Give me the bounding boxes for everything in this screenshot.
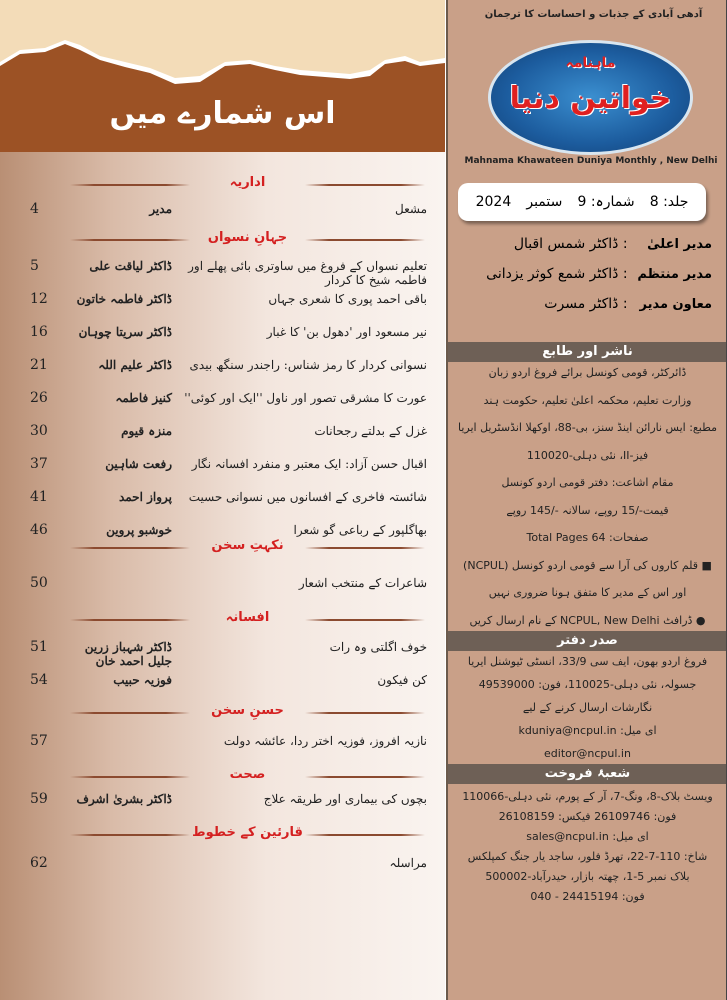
entry-page: 54 bbox=[30, 672, 48, 688]
issue-box bbox=[458, 183, 706, 221]
page-title: اس شمارے میں bbox=[109, 96, 336, 131]
toc-entry[interactable] bbox=[0, 257, 445, 287]
entry-title: بچوں کی بیماری اور طریقہ علاج bbox=[263, 792, 427, 806]
sales-line: بلاک نمبر 5-1، چھتہ بازار، حیدرآباد-500002 bbox=[485, 870, 690, 883]
entry-page: 51 bbox=[30, 639, 48, 655]
torn-paper-header bbox=[0, 0, 445, 152]
toc-entry[interactable] bbox=[0, 488, 445, 514]
section-title: اداریہ bbox=[229, 175, 266, 190]
publisher-line: قیمت-/15 روپے، سالانہ -/145 روپے bbox=[506, 503, 669, 517]
entry-page: 50 bbox=[30, 575, 48, 591]
section-divider bbox=[70, 767, 425, 787]
ornament-line bbox=[305, 619, 425, 621]
logo-tagline: آدھی آبادی کے جذبات و احساسات کا ترجمان bbox=[484, 9, 703, 20]
entry-title: نیر مسعود اور 'دھول بن' کا غبار bbox=[266, 325, 427, 339]
section-title: حسنِ سخن bbox=[211, 703, 284, 718]
ornament-line bbox=[305, 834, 425, 836]
entry-author: مدیر bbox=[149, 202, 172, 216]
ornament-line bbox=[305, 776, 425, 778]
entry-page: 16 bbox=[30, 324, 48, 340]
section-title: قارئین کے خطوط bbox=[192, 825, 303, 840]
entry-title: نسوانی کردار کا رمز شناس: راجندر سنگھ بیدی bbox=[189, 358, 427, 372]
entry-author: ڈاکٹر شہباز زرین جلیل احمد خان bbox=[84, 640, 172, 668]
entry-title: نازیہ افروز، فوزیہ اختر ردا، عائشہ دولت bbox=[223, 734, 427, 748]
entry-title: باقی احمد پوری کا شعری جہاں bbox=[268, 292, 427, 306]
section-title: افسانہ bbox=[225, 610, 270, 625]
publisher-line: وزارت تعلیم، محکمہ اعلیٰ تعلیم، حکومت ہند bbox=[483, 393, 692, 407]
entry-title: مراسلہ bbox=[389, 856, 427, 870]
toc-entry[interactable] bbox=[0, 200, 445, 226]
editor-row bbox=[544, 296, 712, 312]
section-divider bbox=[70, 610, 425, 630]
entry-author: خوشبو پروین bbox=[106, 523, 172, 537]
section-divider bbox=[70, 230, 425, 250]
sales-heading: شعبۂ فروخت bbox=[448, 764, 727, 784]
publisher-line: مقام اشاعت: دفتر قومی اردو کونسل bbox=[501, 476, 674, 490]
ornament-line bbox=[70, 547, 190, 549]
masthead-panel bbox=[446, 0, 727, 1000]
publisher-line: ● ڈرافٹ NCPUL, New Delhi کے نام ارسال کریں bbox=[469, 613, 706, 627]
entry-page: 5 bbox=[30, 258, 39, 274]
editor-name: : ڈاکٹر مسرت bbox=[544, 296, 628, 312]
publisher-line: مطبع: ایس نارائن اینڈ سنز، بی-88، اوکھلا انڈسٹریل ایریا bbox=[458, 421, 717, 435]
office-heading: صدر دفتر bbox=[448, 631, 727, 651]
publisher-line: صفحات: Total Pages 64 bbox=[526, 531, 649, 545]
entry-author: منزہ قیوم bbox=[121, 424, 172, 438]
toc-entry[interactable] bbox=[0, 422, 445, 448]
office-line: editor@ncpul.in bbox=[544, 747, 631, 760]
toc-entry[interactable] bbox=[0, 790, 445, 816]
office-line: فروغ اردو بھون، ایف سی 33/9، انسٹی ٹیوشنل ایریا bbox=[467, 655, 708, 668]
toc-entry[interactable] bbox=[0, 732, 445, 758]
publisher-heading: ناشر اور طابع bbox=[448, 342, 727, 362]
ornament-line bbox=[70, 834, 190, 836]
entry-title: خوف اگلتی وہ رات bbox=[329, 640, 427, 654]
entry-title: عورت کا مشرقی تصور اور ناول ''ایک اور کوئی'' bbox=[184, 391, 427, 405]
issue-year: 2024 bbox=[475, 194, 512, 210]
publisher-line: فیز-II، نئی دہلی-110020 bbox=[526, 448, 649, 462]
publisher-line: ■ قلم کاروں کی آرا سے قومی اردو کونسل (NCPUL) bbox=[463, 558, 712, 572]
office-line: نگارشات ارسال کرنے کے لیے bbox=[522, 701, 653, 714]
logo-name: خواتین دنیا bbox=[509, 81, 672, 116]
section-title: نکہتِ سخن bbox=[211, 538, 284, 553]
editor-name: : ڈاکٹر شمس اقبال bbox=[513, 236, 628, 252]
publisher-line: ڈائرکٹر، قومی کونسل برائے فروغ اردو زبان bbox=[488, 366, 687, 379]
editor-role: معاون مدیر bbox=[639, 297, 712, 312]
entry-author: ڈاکٹر لیاقت علی bbox=[89, 259, 172, 273]
ornament-line bbox=[70, 619, 190, 621]
ornament-line bbox=[70, 239, 190, 241]
ornament-line bbox=[305, 184, 425, 186]
toc-entry[interactable] bbox=[0, 671, 445, 697]
entry-author: رفعت شاہین bbox=[105, 457, 172, 471]
toc-entry[interactable] bbox=[0, 389, 445, 415]
entry-page: 59 bbox=[30, 791, 48, 807]
sales-line: فون: 26109746 فیکس: 26108159 bbox=[498, 810, 677, 823]
office-block bbox=[448, 655, 727, 761]
ornament-line bbox=[70, 712, 190, 714]
entry-page: 21 bbox=[30, 357, 48, 373]
logo-english: Mahnama Khawateen Duniya Monthly , New Delhi bbox=[464, 156, 718, 166]
entry-author: پرواز احمد bbox=[118, 490, 172, 504]
entry-author: ڈاکٹر سریتا چوہان bbox=[78, 325, 172, 339]
section-title: صحت bbox=[229, 767, 266, 782]
entry-page: 30 bbox=[30, 423, 48, 439]
toc-entry[interactable] bbox=[0, 356, 445, 382]
ornament-line bbox=[70, 184, 190, 186]
entry-title: اقبال حسن آزاد: ایک معتبر و منفرد افسانہ نگار bbox=[191, 457, 427, 471]
toc-entry[interactable] bbox=[0, 455, 445, 481]
issue-number: شمارہ: 9 bbox=[577, 194, 635, 210]
entry-page: 4 bbox=[30, 201, 39, 217]
entry-title: کن فیکون bbox=[377, 673, 427, 687]
entry-page: 12 bbox=[30, 291, 48, 307]
editor-row bbox=[514, 236, 712, 252]
section-title: جہانِ نسواں bbox=[207, 230, 288, 245]
office-line: جسولہ، نئی دہلی-110025، فون: 49539000 bbox=[478, 678, 697, 691]
entry-title: شاعرات کے منتخب اشعار bbox=[298, 576, 427, 590]
entry-page: 37 bbox=[30, 456, 48, 472]
entry-author: ڈاکٹر علیم اللہ bbox=[98, 358, 172, 372]
ornament-line bbox=[70, 776, 190, 778]
issue-month: ستمبر bbox=[526, 194, 563, 210]
sales-line: شاخ: 110-7-22، تھرڈ فلور، ساجد یار جنگ کمپلکس bbox=[467, 850, 708, 863]
editor-role: مدیر منتظم bbox=[637, 267, 712, 282]
logo-mahnama: ماہنامہ bbox=[565, 55, 616, 71]
ornament-line bbox=[305, 712, 425, 714]
entry-author: ڈاکٹر فاطمہ خاتون bbox=[76, 292, 172, 306]
section-divider bbox=[70, 825, 425, 845]
magazine-logo bbox=[464, 9, 718, 166]
ornament-line bbox=[305, 547, 425, 549]
ornament-line bbox=[305, 239, 425, 241]
editor-row bbox=[486, 266, 712, 282]
entry-title: شائستہ فاخری کے افسانوں میں نسوانی حسیت bbox=[188, 490, 427, 504]
editor-role: مدیر اعلیٰ bbox=[647, 237, 712, 252]
entry-page: 46 bbox=[30, 522, 48, 538]
sales-line: ویسٹ بلاک-8، ونگ-7، آر کے پورم، نئی دہلی-110066 bbox=[462, 790, 713, 803]
toc-entry[interactable] bbox=[0, 638, 445, 668]
section-divider bbox=[70, 175, 425, 195]
toc-entry[interactable] bbox=[0, 323, 445, 349]
volume: جلد: 8 bbox=[649, 194, 689, 210]
entry-author: فوزیہ حبیب bbox=[113, 673, 172, 687]
entry-page: 26 bbox=[30, 390, 48, 406]
entry-page: 62 bbox=[30, 855, 48, 871]
publisher-line: اور اس کے مدیر کا متفق ہونا ضروری نہیں bbox=[488, 586, 687, 600]
publisher-block bbox=[448, 366, 727, 628]
entry-title: بھاگلپور کے رباعی گو شعرا bbox=[293, 523, 427, 537]
editor-name: : ڈاکٹر شمع کوثر یزدانی bbox=[486, 266, 628, 282]
toc-entry[interactable] bbox=[0, 854, 445, 880]
sales-line: ای میل: sales@ncpul.in bbox=[526, 830, 649, 843]
sales-block bbox=[448, 790, 727, 904]
entry-page: 57 bbox=[30, 733, 48, 749]
entry-title: غزل کے بدلتے رجحانات bbox=[314, 424, 427, 438]
toc-entry[interactable] bbox=[0, 574, 445, 600]
section-divider bbox=[70, 703, 425, 723]
entry-author: کنیز فاطمہ bbox=[115, 391, 172, 405]
section-divider bbox=[70, 538, 425, 558]
toc-entry[interactable] bbox=[0, 290, 445, 316]
entry-page: 41 bbox=[30, 489, 48, 505]
office-line: ای میل: kduniya@ncpul.in bbox=[518, 724, 657, 737]
entry-title: مشعل bbox=[394, 202, 427, 216]
entry-author: ڈاکٹر بشریٰ اشرف bbox=[76, 792, 172, 806]
entry-title: تعلیم نسواں کے فروغ میں ساوتری بائی پھلے اور فاطمہ شیخ کا کردار bbox=[188, 259, 427, 287]
sales-line: فون: 24415194 - 040 bbox=[530, 890, 645, 903]
